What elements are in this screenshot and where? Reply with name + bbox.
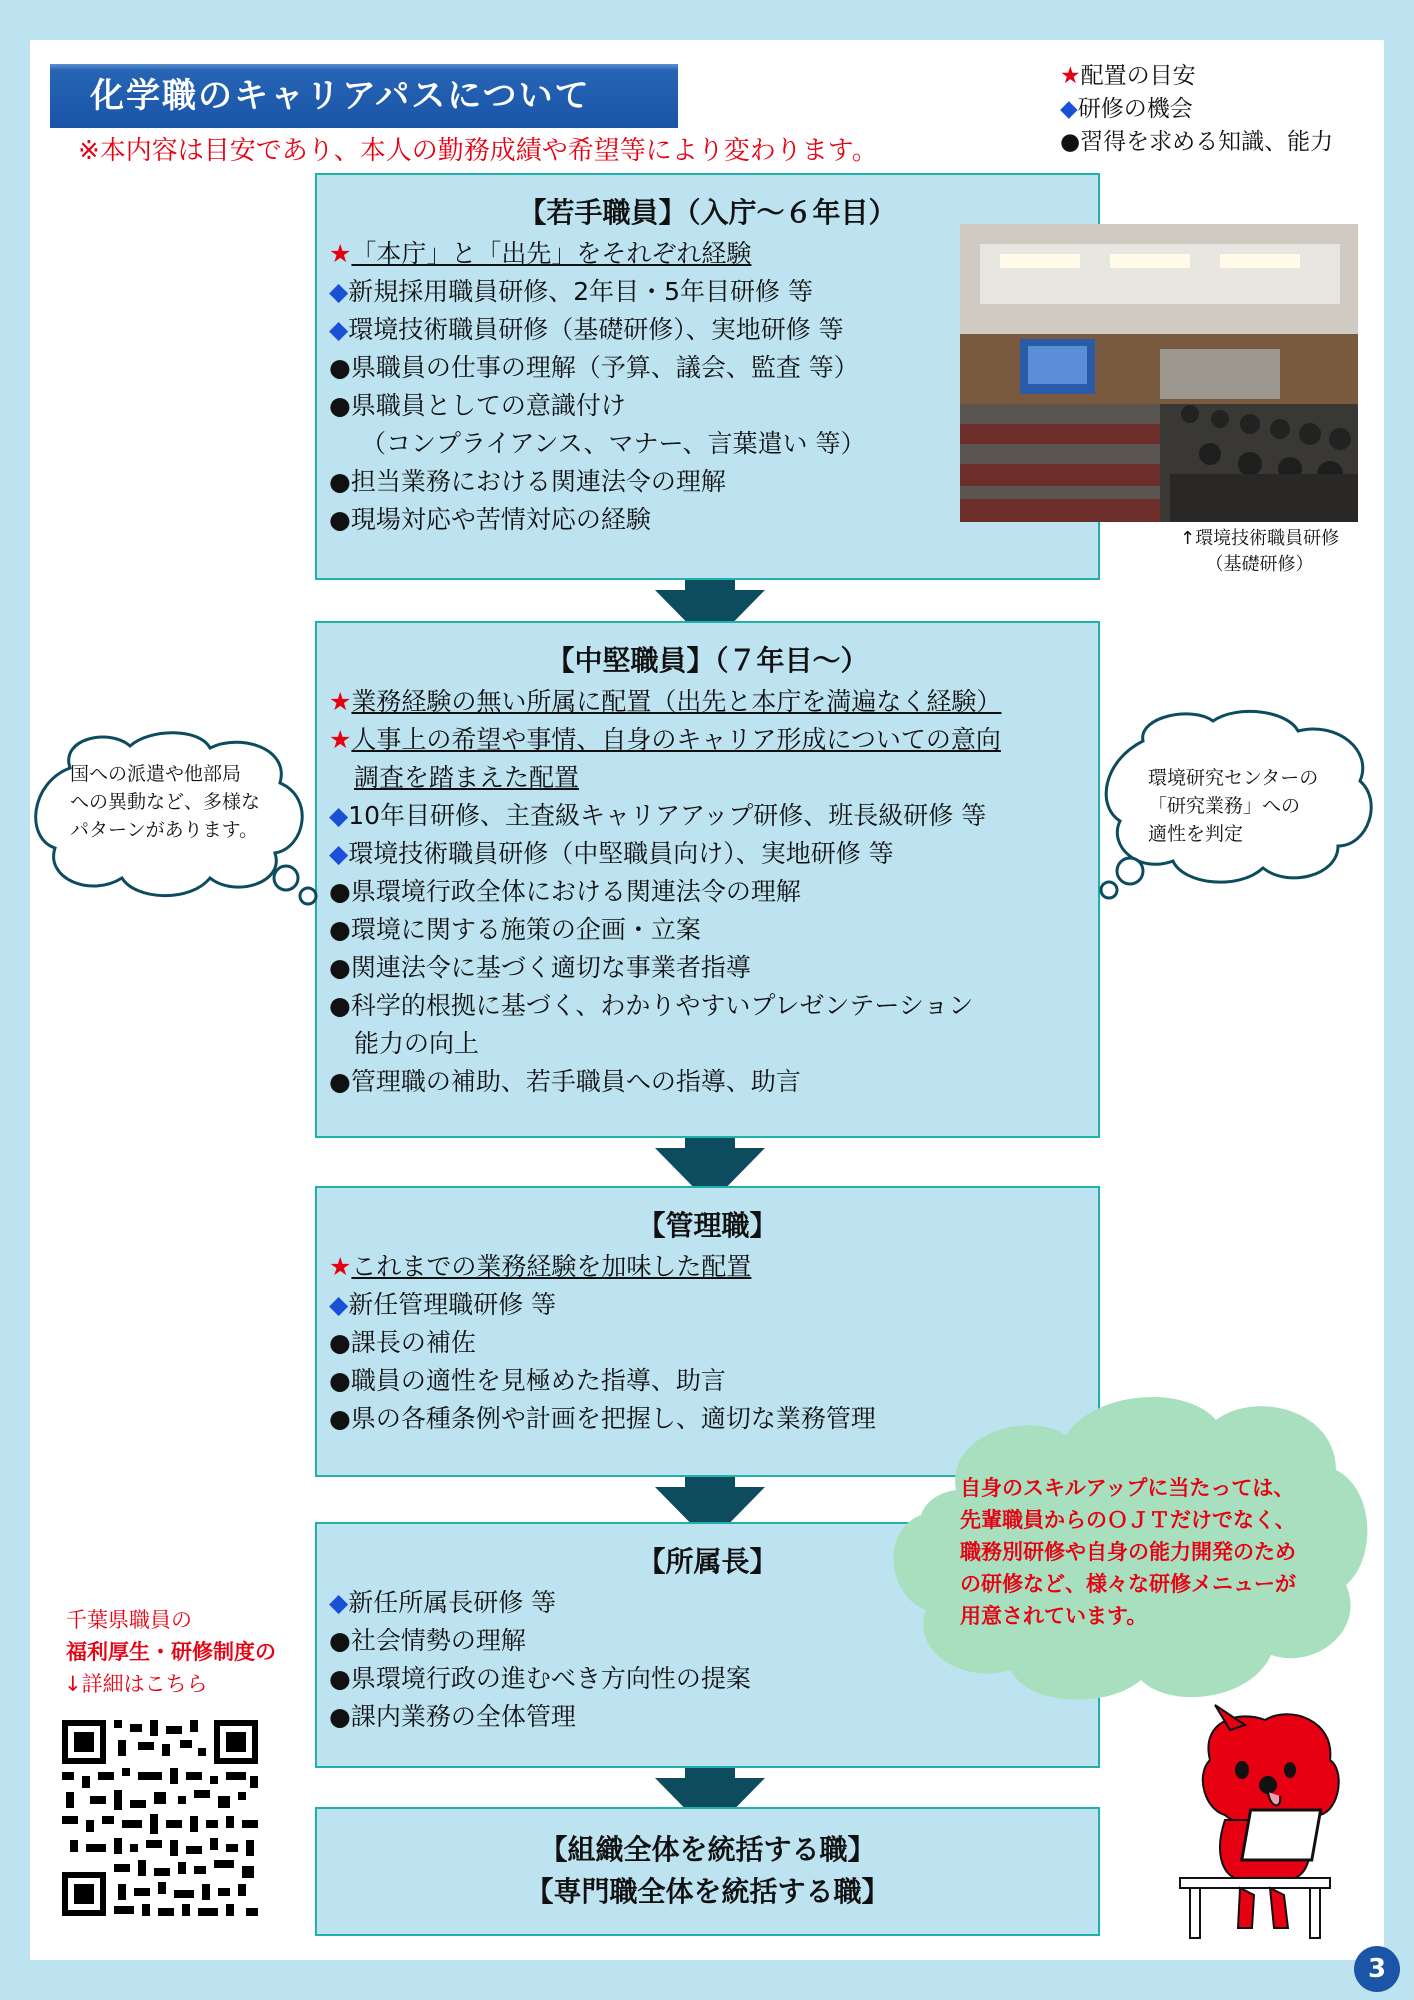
photo-caption: ↑環境技術職員研修 （基礎研修）: [1180, 528, 1340, 575]
seminar-photo-illustration: [960, 224, 1358, 522]
list-item: ●県の各種条例や計画を把握し、適切な業務管理: [329, 1404, 876, 1433]
list-item: ●県環境行政の進むべき方向性の提案: [329, 1664, 751, 1693]
list-item: ●県環境行政全体における関連法令の理解: [329, 877, 801, 906]
legend: [1060, 60, 1333, 159]
legend-item-placement: ★配置の目安: [1060, 63, 1196, 89]
list-item: ★人事上の希望や事情、自身のキャリア形成についての意向: [329, 725, 1001, 754]
list-item: ●県職員の仕事の理解（予算、議会、監査 等）: [329, 353, 859, 382]
disclaimer: ※本内容は目安であり、本人の勤務成績や希望等により変わります。: [78, 136, 878, 166]
list-item: ◆環境技術職員研修（中堅職員向け）、実地研修 等: [329, 839, 894, 868]
bubble-text-right: 環境研究センターの 「研究業務」への 適性を判定: [1148, 767, 1319, 845]
list-item: ●課内業務の全体管理: [329, 1702, 576, 1731]
list-item: ●関連法令に基づく適切な事業者指導: [329, 953, 751, 982]
bubble-text-left: 国への派遣や他部局 への異動など、多様な パターンがあります。: [70, 763, 261, 841]
list-item: ●社会情勢の理解: [329, 1626, 526, 1655]
list-item: ◆新任所属長研修 等: [329, 1588, 557, 1617]
stage-heading: 【専門職全体を統括する職】: [525, 1875, 890, 1908]
list-item: ★「本庁」と「出先」をそれぞれ経験: [329, 239, 752, 268]
list-item: ◆10年目研修、主査級キャリアアップ研修、班長級研修 等: [329, 801, 987, 830]
list-item: ★これまでの業務経験を加味した配置: [329, 1252, 752, 1281]
legend-item-skills: ●習得を求める知識、能力: [1060, 129, 1334, 155]
training-note: 自身のスキルアップに当たっては、 先輩職員からのＯＪＴだけでなく、 職務別研修や自身の能力開発のため の研修など、様々な研修メニューが 用意されています。: [960, 1476, 1296, 1628]
list-item: ◆環境技術職員研修（基礎研修）、実地研修 等: [329, 315, 844, 344]
qr-code-icon[interactable]: [62, 1720, 258, 1916]
training-photo: [960, 224, 1358, 522]
list-item: 調査を踏まえた配置: [354, 763, 580, 792]
star-icon: ★: [1060, 63, 1081, 89]
stage-heading: 【所属長】: [637, 1545, 778, 1578]
page-title: 化学職のキャリアパスについて: [50, 64, 678, 128]
list-item: （コンプライアンス、マナー、言葉遣い 等）: [361, 429, 866, 458]
list-item: ●環境に関する施策の企画・立案: [329, 915, 701, 944]
legend-item-training: ◆研修の機会: [1060, 96, 1193, 122]
list-item: ●担当業務における関連法令の理解: [329, 467, 726, 496]
list-item: ★業務経験の無い所属に配置（出先と本庁を満遍なく経験）: [329, 687, 1002, 716]
list-item: ●県職員としての意識付け: [329, 391, 626, 420]
list-item: ●現場対応や苦情対応の経験: [329, 505, 651, 534]
list-item: ●管理職の補助、若手職員への指導、助言: [329, 1067, 801, 1096]
stage-heading: 【管理職】: [637, 1209, 778, 1242]
mascot-chiba-kun: [1170, 1700, 1360, 1940]
page-number: 3: [1354, 1946, 1400, 1992]
list-item: ●科学的根拠に基づく、わかりやすいプレゼンテーション: [329, 991, 974, 1020]
welfare-info-link[interactable]: 千葉県職員の 福利厚生・研修制度の ↓詳細はこちら: [64, 1608, 276, 1696]
stage-box-executive: [315, 1807, 1100, 1936]
diamond-icon: ◆: [1060, 96, 1078, 122]
list-item: 能力の向上: [354, 1029, 480, 1058]
list-item: ●職員の適性を見極めた指導、助言: [329, 1366, 726, 1395]
bullet-icon: ●: [1060, 129, 1081, 155]
stage-heading: 【組織全体を統括する職】: [539, 1833, 876, 1866]
stage-box-mid-level: [315, 621, 1100, 1138]
stage-heading: 【中堅職員】（７年目～）: [546, 644, 869, 677]
stage-heading: 【若手職員】（入庁～６年目）: [518, 196, 897, 229]
list-item: ●課長の補佐: [329, 1328, 476, 1357]
list-item: ◆新規採用職員研修、2年目・5年目研修 等: [329, 277, 813, 306]
list-item: ◆新任管理職研修 等: [329, 1290, 557, 1319]
